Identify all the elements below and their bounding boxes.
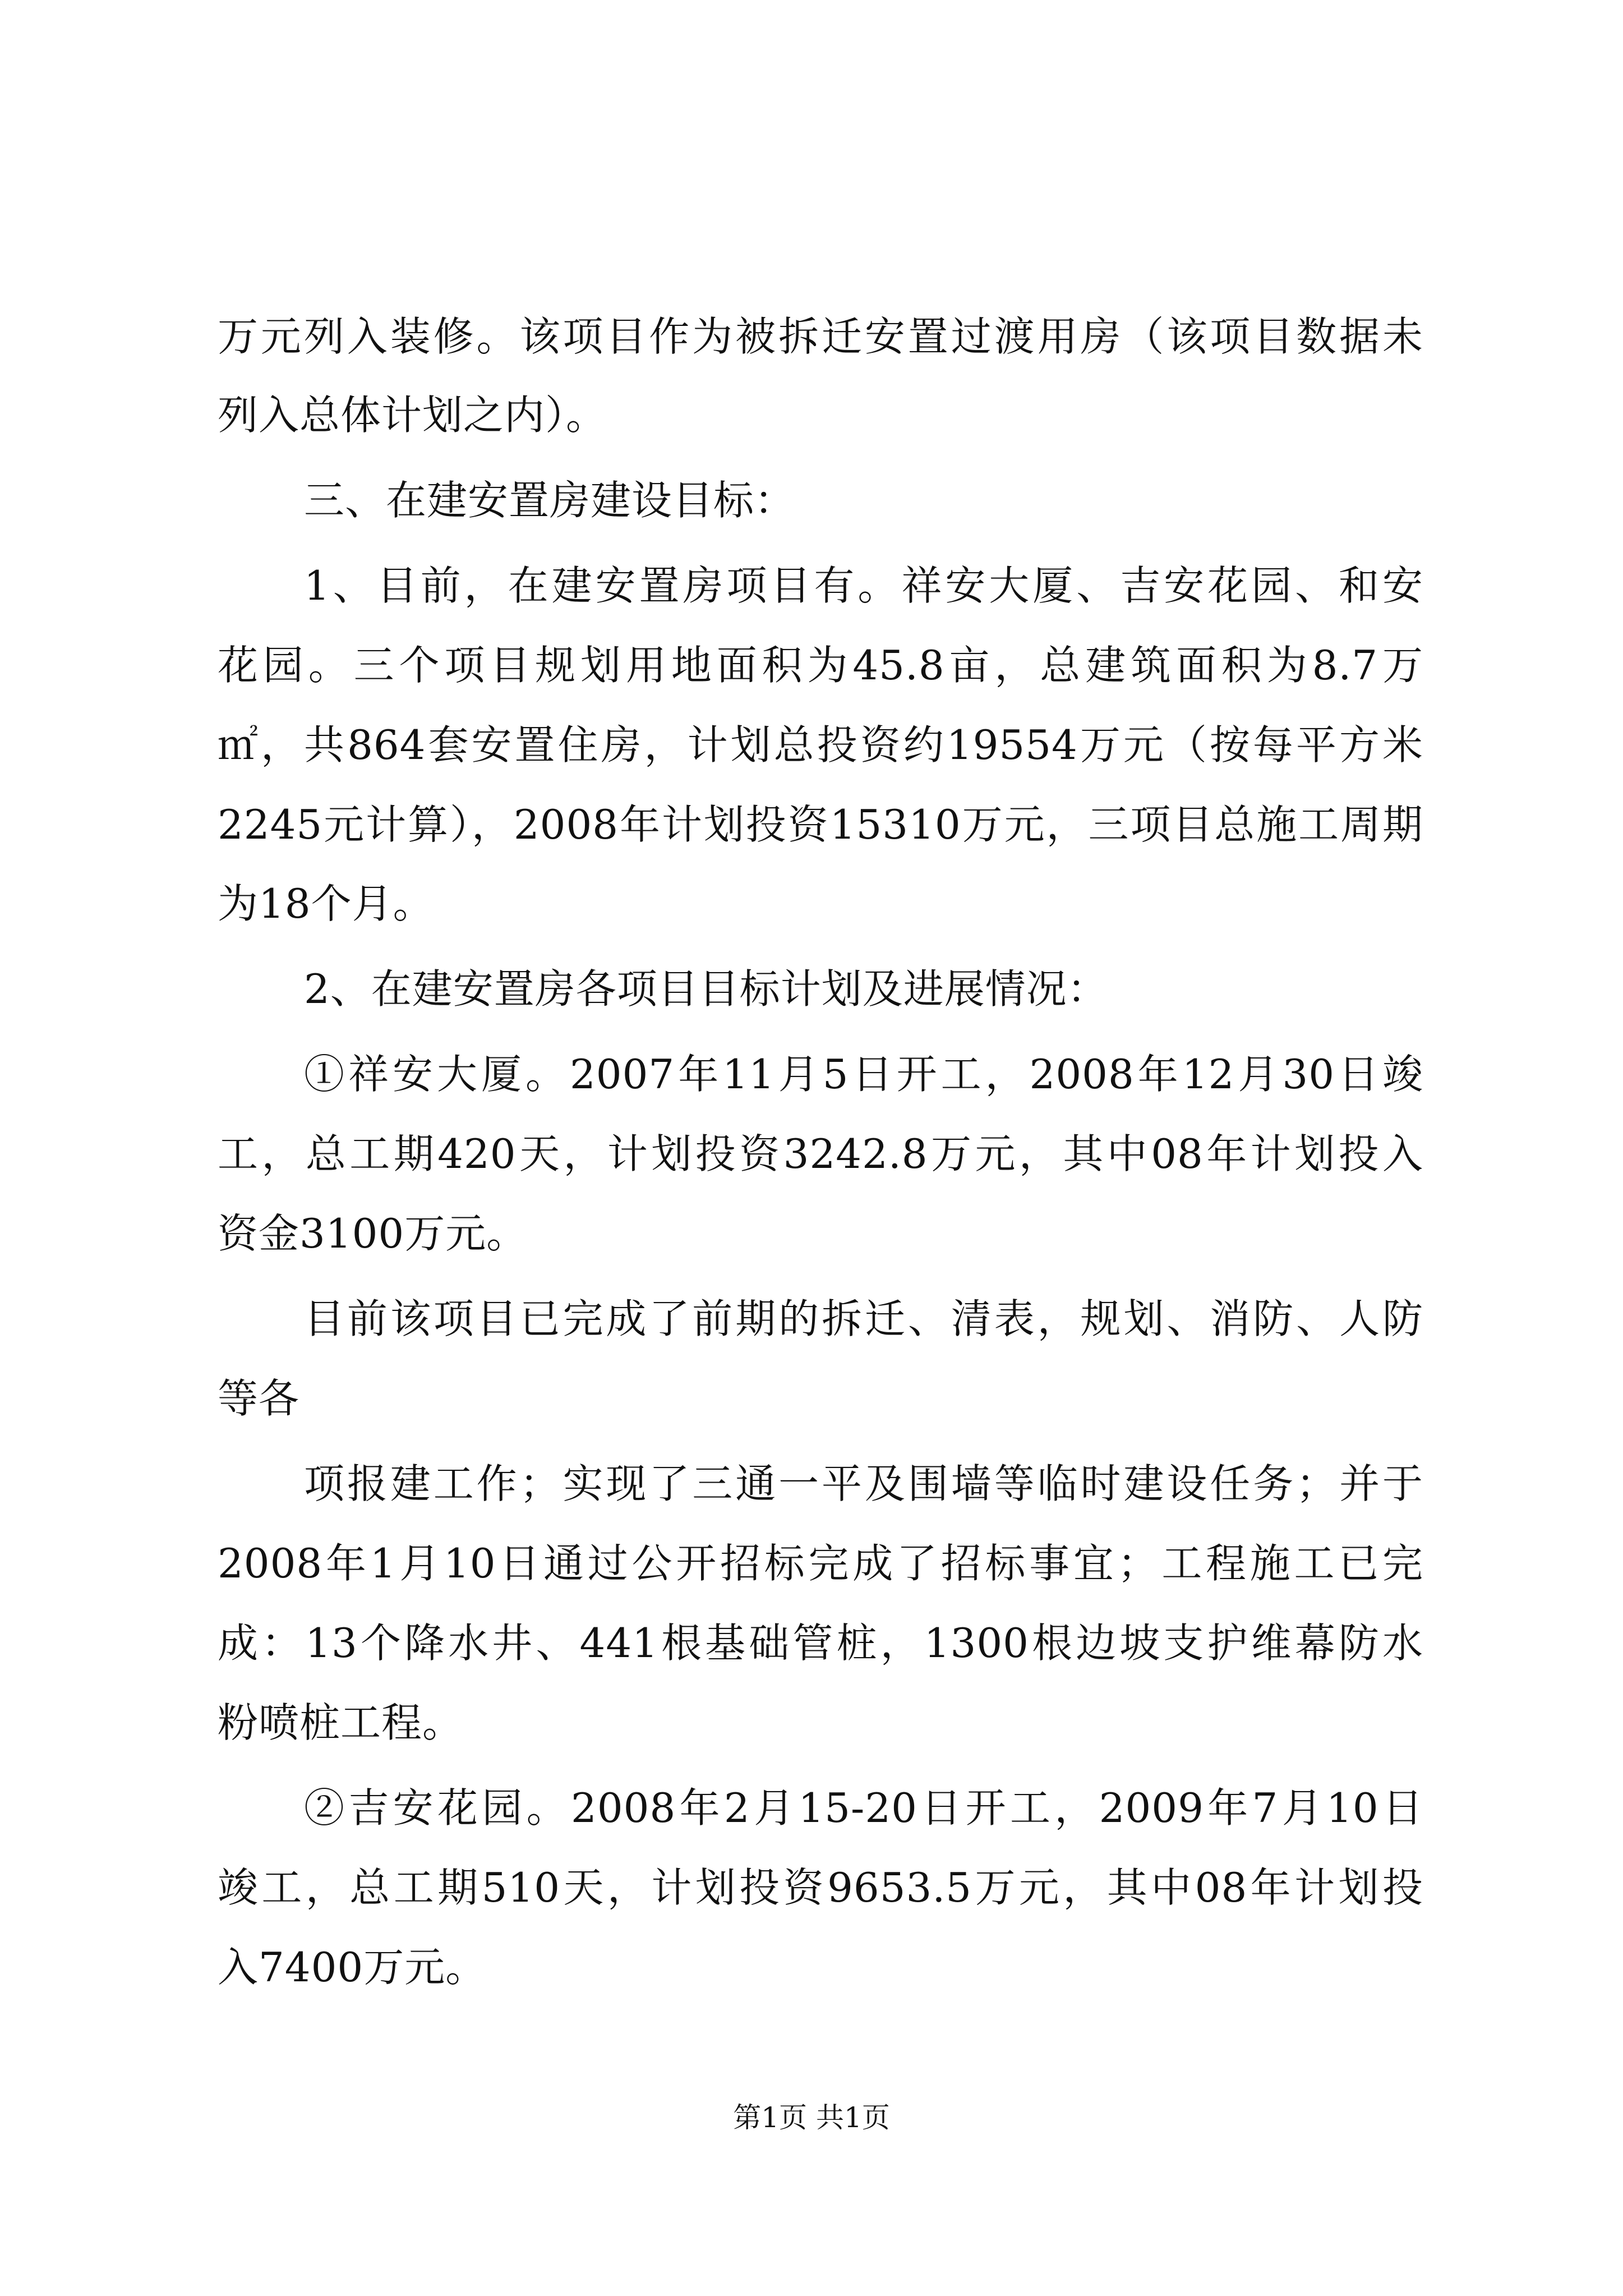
text-line: 1、目前，在建安置房项目有。祥安大厦、吉安花园、和安 bbox=[304, 562, 1423, 609]
page-footer: 第1页 共1页 bbox=[733, 2101, 890, 2134]
text-line: 2245元计算），2008年计划投资15310万元，三项目总施工周期 bbox=[218, 801, 1423, 848]
text-line: 等各 bbox=[218, 1375, 300, 1422]
text-line: ②吉安花园。2008年2月15-20日开工，2009年7月10日 bbox=[304, 1784, 1423, 1832]
text-line: 2008年1月10日通过公开招标完成了招标事宜；工程施工已完 bbox=[218, 1540, 1423, 1587]
section-heading: 三、在建安置房建设目标： bbox=[304, 477, 796, 524]
text-line: 竣工，总工期510天，计划投资9653.5万元，其中08年计划投 bbox=[218, 1864, 1423, 1911]
text-line: 粉喷桩工程。 bbox=[218, 1699, 464, 1746]
text-line: 项报建工作；实现了三通一平及围墙等临时建设任务；并于 bbox=[304, 1460, 1423, 1507]
text-line: 成：13个降水井、441根基础管桩，1300根边坡支护维幕防水 bbox=[218, 1619, 1423, 1667]
text-line: 目前该项目已完成了前期的拆迁、清表，规划、消防、人防 bbox=[304, 1295, 1423, 1342]
text-line: ㎡，共864套安置住房，计划总投资约19554万元（按每平方米 bbox=[218, 721, 1423, 769]
text-line: ①祥安大厦。2007年11月5日开工，2008年12月30日竣 bbox=[304, 1051, 1423, 1098]
text-line: 工，总工期420天，计划投资3242.8万元，其中08年计划投入 bbox=[218, 1130, 1423, 1177]
text-line: 列入总体计划之内）。 bbox=[218, 392, 607, 439]
text-line: 万元列入装修。该项目作为被拆迁安置过渡用房（该项目数据未 bbox=[218, 313, 1423, 360]
text-line: 为18个月。 bbox=[218, 880, 434, 927]
text-line: 资金3100万元。 bbox=[218, 1210, 528, 1257]
text-line: 入7400万元。 bbox=[218, 1944, 487, 1991]
text-line: 2、在建安置房各项目目标计划及进展情况： bbox=[304, 965, 1108, 1013]
text-line: 花园。三个项目规划用地面积为45.8亩，总建筑面积为8.7万 bbox=[218, 642, 1423, 689]
